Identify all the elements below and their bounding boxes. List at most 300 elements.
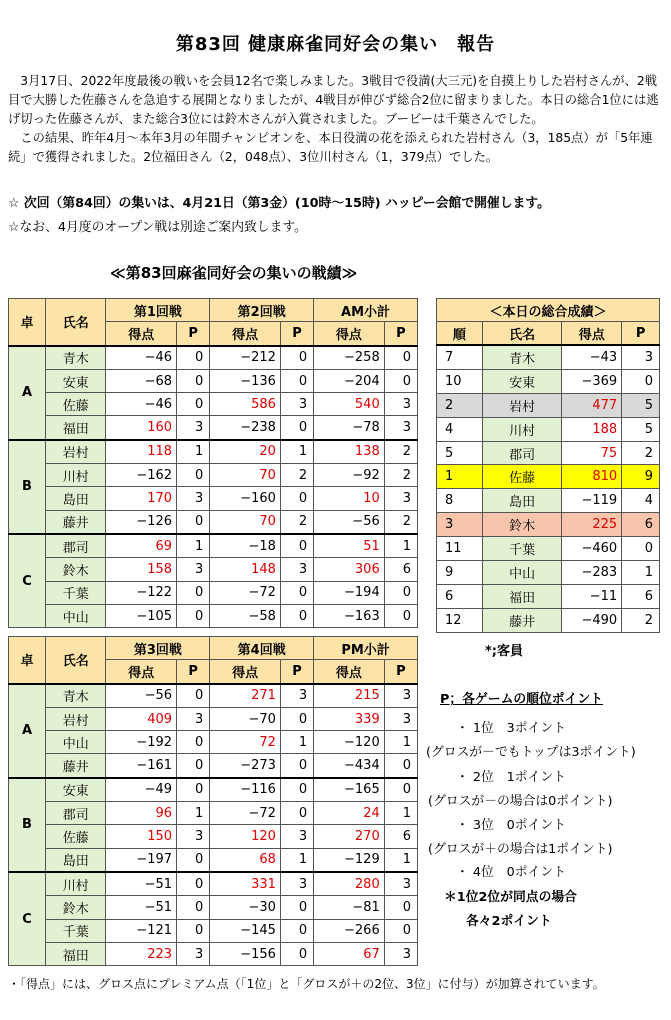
points-header: P [384,660,417,684]
score-cell: 72 [210,731,281,754]
subtotal-score-cell: 138 [314,440,385,464]
score-cell: 810 [562,465,622,489]
name-header: 氏名 [45,299,105,346]
table-label: C [9,872,46,966]
page-title: 第83回 健康麻雀同好会の集い 報告 [175,34,496,55]
table-row [9,369,418,392]
table-row [9,558,418,581]
points-cell: 0 [177,731,210,754]
score-cell: −136 [210,369,281,392]
points-cell: 0 [280,896,313,919]
table-row [9,684,418,708]
rank-cell: 8 [437,489,483,513]
score-cell: 331 [210,872,281,896]
subtotal-header: AM小計 [314,299,418,322]
score-cell: 118 [106,440,177,464]
table-row [9,802,418,825]
rank-cell: 7 [437,345,483,369]
score-header: 得点 [562,322,622,346]
player-name: 川村 [482,417,562,441]
table-row [9,604,418,627]
subtotal-points-cell: 0 [384,754,417,778]
score-cell: 70 [210,464,281,487]
points-header: P [384,322,417,346]
footnote: ・「得点」には、グロス点にプレミアム点（「1位」と「グロスが＋の2位、3位」に付与）が加算されています。 [8,977,605,991]
table-row [437,584,660,608]
points-cell: 0 [280,604,313,627]
subtotal-points-cell: 1 [384,848,417,872]
table-row [9,731,418,754]
points-cell: 0 [622,537,660,561]
score-cell: −121 [106,919,177,942]
score-cell: −56 [106,684,177,708]
points-cell: 0 [177,604,210,627]
table-row [9,754,418,778]
player-name: 郡司 [45,534,105,558]
score-cell: 20 [210,440,281,464]
subtotal-score-cell: −92 [314,464,385,487]
table-label: A [9,684,46,778]
subtotal-score-cell: −56 [314,510,385,534]
score-cell: −273 [210,754,281,778]
subtotal-points-cell: 0 [384,896,417,919]
points-cell: 3 [280,558,313,581]
legend-line: ＊1位2位が同点の場合 [444,890,577,905]
subtotal-points-cell: 0 [384,346,417,370]
score-cell: 188 [562,417,622,441]
rank-cell: 9 [437,561,483,585]
header-row [9,299,418,322]
player-name: 岩村 [482,393,562,417]
points-cell: 1 [622,561,660,585]
table-row [437,417,660,441]
score-cell: 477 [562,393,622,417]
player-name: 岩村 [45,440,105,464]
points-cell: 6 [622,584,660,608]
points-cell: 3 [280,393,313,416]
points-cell: 0 [177,778,210,802]
table-row [9,896,418,919]
next-meeting-notice: ☆ 次回（第84回）の集いは、4月21日（第3金）(10時～15時) ハッピー会館で開催します。 [8,196,550,211]
table-row [9,942,418,965]
table-header: 卓 [9,637,46,684]
results-title: ≪第83回麻雀同好会の集いの戦績≫ [110,264,358,282]
table-label: A [9,346,46,440]
points-cell: 0 [177,346,210,370]
points-cell: 0 [177,684,210,708]
points-cell: 0 [177,848,210,872]
score-cell: −145 [210,919,281,942]
player-name: 藤井 [45,754,105,778]
table-row [437,393,660,417]
subtotal-points-cell: 2 [384,464,417,487]
points-cell: 0 [177,393,210,416]
score-header: 得点 [314,660,385,684]
table-row [437,465,660,489]
table-row [437,513,660,537]
points-header: P [177,660,210,684]
score-cell: 170 [106,487,177,510]
am-results-table [8,298,418,628]
points-cell: 0 [280,802,313,825]
points-cell: 3 [280,684,313,708]
points-cell: 0 [280,581,313,604]
table-label: C [9,534,46,628]
score-cell: −238 [210,416,281,440]
points-cell: 3 [177,416,210,440]
points-cell: 0 [280,416,313,440]
points-cell: 0 [280,487,313,510]
score-cell: −46 [106,393,177,416]
subtotal-score-cell: 67 [314,942,385,965]
player-name: 郡司 [45,802,105,825]
score-cell: −11 [562,584,622,608]
points-cell: 0 [280,369,313,392]
player-name: 岩村 [45,707,105,730]
score-cell: −197 [106,848,177,872]
subtotal-score-cell: 10 [314,487,385,510]
points-header: P [280,660,313,684]
player-name: 安東 [45,778,105,802]
score-cell: 148 [210,558,281,581]
points-cell: 3 [177,558,210,581]
score-cell: −212 [210,346,281,370]
player-name: 青木 [45,684,105,708]
player-name: 鈴木 [45,896,105,919]
points-cell: 3 [177,825,210,848]
score-cell: 223 [106,942,177,965]
subtotal-score-cell: −129 [314,848,385,872]
player-name: 島田 [482,489,562,513]
subtotal-points-cell: 0 [384,919,417,942]
points-cell: 1 [280,848,313,872]
player-name: 中山 [45,731,105,754]
points-cell: 3 [280,872,313,896]
score-cell: −160 [210,487,281,510]
points-cell: 1 [280,731,313,754]
points-cell: 9 [622,465,660,489]
score-cell: 158 [106,558,177,581]
score-cell: −192 [106,731,177,754]
points-cell: 0 [280,346,313,370]
points-cell: 3 [177,487,210,510]
subtotal-score-cell: −163 [314,604,385,627]
points-cell: 0 [622,369,660,393]
table-row [437,345,660,369]
subtotal-points-cell: 0 [384,604,417,627]
player-name: 中山 [45,604,105,627]
table-header: 卓 [9,299,46,346]
table-row [437,441,660,465]
subtotal-score-cell: −165 [314,778,385,802]
player-name: 藤井 [482,608,562,632]
points-header: P [177,322,210,346]
score-cell: −58 [210,604,281,627]
points-cell: 1 [177,802,210,825]
player-name: 佐藤 [45,825,105,848]
name-header: 氏名 [482,322,562,346]
rank-cell: 2 [437,393,483,417]
points-cell: 0 [280,754,313,778]
subtotal-points-cell: 3 [384,416,417,440]
game-header: 第2回戦 [210,299,314,322]
table-row [9,393,418,416]
player-name: 千葉 [45,581,105,604]
points-cell: 5 [622,417,660,441]
points-cell: 0 [177,754,210,778]
score-cell: 271 [210,684,281,708]
points-cell: 4 [622,489,660,513]
score-cell: −72 [210,581,281,604]
points-cell: 2 [280,464,313,487]
points-cell: 3 [280,825,313,848]
subtotal-score-cell: 51 [314,534,385,558]
score-cell: −30 [210,896,281,919]
player-name: 千葉 [482,537,562,561]
subtotal-points-cell: 3 [384,942,417,965]
rank-cell: 5 [437,441,483,465]
name-header: 氏名 [45,637,105,684]
score-cell: 68 [210,848,281,872]
score-cell: 70 [210,510,281,534]
points-cell: 2 [622,441,660,465]
intro-paragraph-1: 3月17日、2022年度最後の戦いを会員12名で楽しみました。3戦目で役満(大三元)を自摸上りした岩村さんが、2戦目で大勝した佐藤さんを急追する展開となりましたが、4戦目が伸びず総合2位に留まりました。本日の総合1位には逃げ切った佐藤さんが、また総合3位には鈴木さんが入賞されました。ブービーは千葉さんでした。 [8,74,659,126]
table-row [9,510,418,534]
subtotal-points-cell: 6 [384,825,417,848]
player-name: 島田 [45,487,105,510]
table-label: B [9,778,46,872]
subtotal-points-cell: 0 [384,369,417,392]
points-cell: 0 [280,778,313,802]
subtotal-points-cell: 3 [384,707,417,730]
points-cell: 3 [622,345,660,369]
points-header: P [280,322,313,346]
points-cell: 2 [622,608,660,632]
table-row [9,919,418,942]
score-cell: 96 [106,802,177,825]
table-row [9,440,418,464]
points-header: P [622,322,660,346]
points-cell: 0 [177,510,210,534]
player-name: 藤井 [45,510,105,534]
player-name: 島田 [45,848,105,872]
intro-paragraph-2: この結果、昨年4月～本年3月の年間チャンピオンを、本日役満の花を添えられた岩村さん（3，185点）が「5年連続」で獲得されました。2位福田さん（2，048点）、3位川村さん（1，379点）でした。 [8,131,653,164]
legend-line: (グロスが－の場合は0ポイント) [428,794,613,809]
points-cell: 0 [177,896,210,919]
subtotal-points-cell: 3 [384,393,417,416]
subtotal-points-cell: 0 [384,778,417,802]
points-cell: 0 [177,369,210,392]
score-cell: 75 [562,441,622,465]
rank-cell: 4 [437,417,483,441]
points-cell: 1 [280,440,313,464]
subtotal-score-cell: −258 [314,346,385,370]
legend-line: ・ 4位 0ポイント [456,865,566,880]
overall-title: ＜本日の総合成績＞ [437,299,660,322]
points-cell: 3 [177,942,210,965]
score-cell: −49 [106,778,177,802]
rank-cell: 6 [437,584,483,608]
table-row [437,369,660,393]
table-row [9,825,418,848]
subtotal-points-cell: 0 [384,581,417,604]
subtotal-score-cell: 24 [314,802,385,825]
subtotal-score-cell: 540 [314,393,385,416]
points-cell: 0 [280,919,313,942]
score-cell: 225 [562,513,622,537]
table-row [9,534,418,558]
score-cell: −72 [210,802,281,825]
subtotal-score-cell: −434 [314,754,385,778]
game-header: 第3回戦 [106,637,210,660]
score-header: 得点 [314,322,385,346]
player-name: 福田 [45,942,105,965]
subtotal-header: PM小計 [314,637,418,660]
score-cell: −51 [106,896,177,919]
subtotal-points-cell: 3 [384,684,417,708]
player-name: 川村 [45,872,105,896]
points-cell: 0 [177,464,210,487]
score-cell: −43 [562,345,622,369]
score-cell: −51 [106,872,177,896]
rank-cell: 10 [437,369,483,393]
score-cell: −18 [210,534,281,558]
table-row [437,608,660,632]
table-row [9,487,418,510]
player-name: 青木 [482,345,562,369]
rank-cell: 11 [437,537,483,561]
player-name: 中山 [482,561,562,585]
subtotal-score-cell: 306 [314,558,385,581]
rank-cell: 1 [437,465,483,489]
subtotal-points-cell: 2 [384,510,417,534]
score-cell: −105 [106,604,177,627]
subtotal-points-cell: 1 [384,802,417,825]
points-cell: 0 [280,942,313,965]
score-cell: 160 [106,416,177,440]
score-cell: −161 [106,754,177,778]
table-row [437,561,660,585]
score-cell: −283 [562,561,622,585]
player-name: 鈴木 [45,558,105,581]
legend-line: ・ 3位 0ポイント [456,818,566,833]
score-header: 得点 [210,660,281,684]
subtotal-score-cell: −120 [314,731,385,754]
subtotal-score-cell: −194 [314,581,385,604]
table-row [9,872,418,896]
table-row [9,464,418,487]
subtotal-score-cell: 280 [314,872,385,896]
points-cell: 0 [177,919,210,942]
game-header: 第1回戦 [106,299,210,322]
legend-line: (グロスが＋の場合は1ポイント) [428,842,613,857]
player-name: 安東 [482,369,562,393]
subtotal-score-cell: −266 [314,919,385,942]
player-name: 安東 [45,369,105,392]
points-cell: 0 [280,534,313,558]
score-cell: −460 [562,537,622,561]
subtotal-points-cell: 2 [384,440,417,464]
score-header: 得点 [106,660,177,684]
player-name: 佐藤 [45,393,105,416]
subtotal-points-cell: 3 [384,872,417,896]
legend-line: ・ 1位 3ポイント [456,721,566,736]
score-cell: −156 [210,942,281,965]
table-row [9,346,418,370]
table-row [9,707,418,730]
table-row [9,581,418,604]
player-name: 青木 [45,346,105,370]
points-cell: 5 [622,393,660,417]
header-row [437,299,660,322]
score-cell: −70 [210,707,281,730]
score-cell: −68 [106,369,177,392]
score-cell: −126 [106,510,177,534]
player-name: 鈴木 [482,513,562,537]
game-header: 第4回戦 [210,637,314,660]
score-cell: 150 [106,825,177,848]
points-cell: 0 [177,872,210,896]
legend-title: P；各ゲームの順位ポイント [440,692,603,707]
score-cell: −116 [210,778,281,802]
score-header: 得点 [106,322,177,346]
points-cell: 2 [280,510,313,534]
score-cell: −162 [106,464,177,487]
score-cell: −46 [106,346,177,370]
legend-line: 各々2ポイント [466,914,552,929]
subtotal-points-cell: 3 [384,487,417,510]
rank-cell: 12 [437,608,483,632]
intro-text [8,72,663,167]
player-name: 佐藤 [482,465,562,489]
player-name: 川村 [45,464,105,487]
guest-note: *;客員 [485,644,523,659]
table-label: B [9,440,46,534]
player-name: 千葉 [45,919,105,942]
rank-cell: 3 [437,513,483,537]
table-row [9,416,418,440]
subtotal-score-cell: −204 [314,369,385,392]
score-cell: 586 [210,393,281,416]
subtotal-score-cell: 339 [314,707,385,730]
pm-results-table [8,636,418,966]
points-cell: 1 [177,534,210,558]
score-cell: −122 [106,581,177,604]
score-header: 得点 [210,322,281,346]
subtotal-points-cell: 1 [384,534,417,558]
open-match-notice: ☆なお、4月度のオープン戦は別途ご案内致します。 [8,220,307,235]
points-cell: 3 [177,707,210,730]
subtotal-points-cell: 6 [384,558,417,581]
score-cell: 120 [210,825,281,848]
points-cell: 0 [280,707,313,730]
table-row [9,778,418,802]
player-name: 福田 [482,584,562,608]
legend-line: ・ 2位 1ポイント [456,770,566,785]
rank-header: 順 [437,322,483,346]
points-cell: 6 [622,513,660,537]
score-cell: −369 [562,369,622,393]
table-row [9,848,418,872]
subtotal-score-cell: 270 [314,825,385,848]
subtotal-score-cell: −78 [314,416,385,440]
header-row [9,637,418,660]
points-cell: 0 [177,581,210,604]
score-cell: −490 [562,608,622,632]
table-row [437,537,660,561]
overall-results-table [436,298,660,633]
legend-line: (グロスが－でもトップは3ポイント) [426,745,636,760]
